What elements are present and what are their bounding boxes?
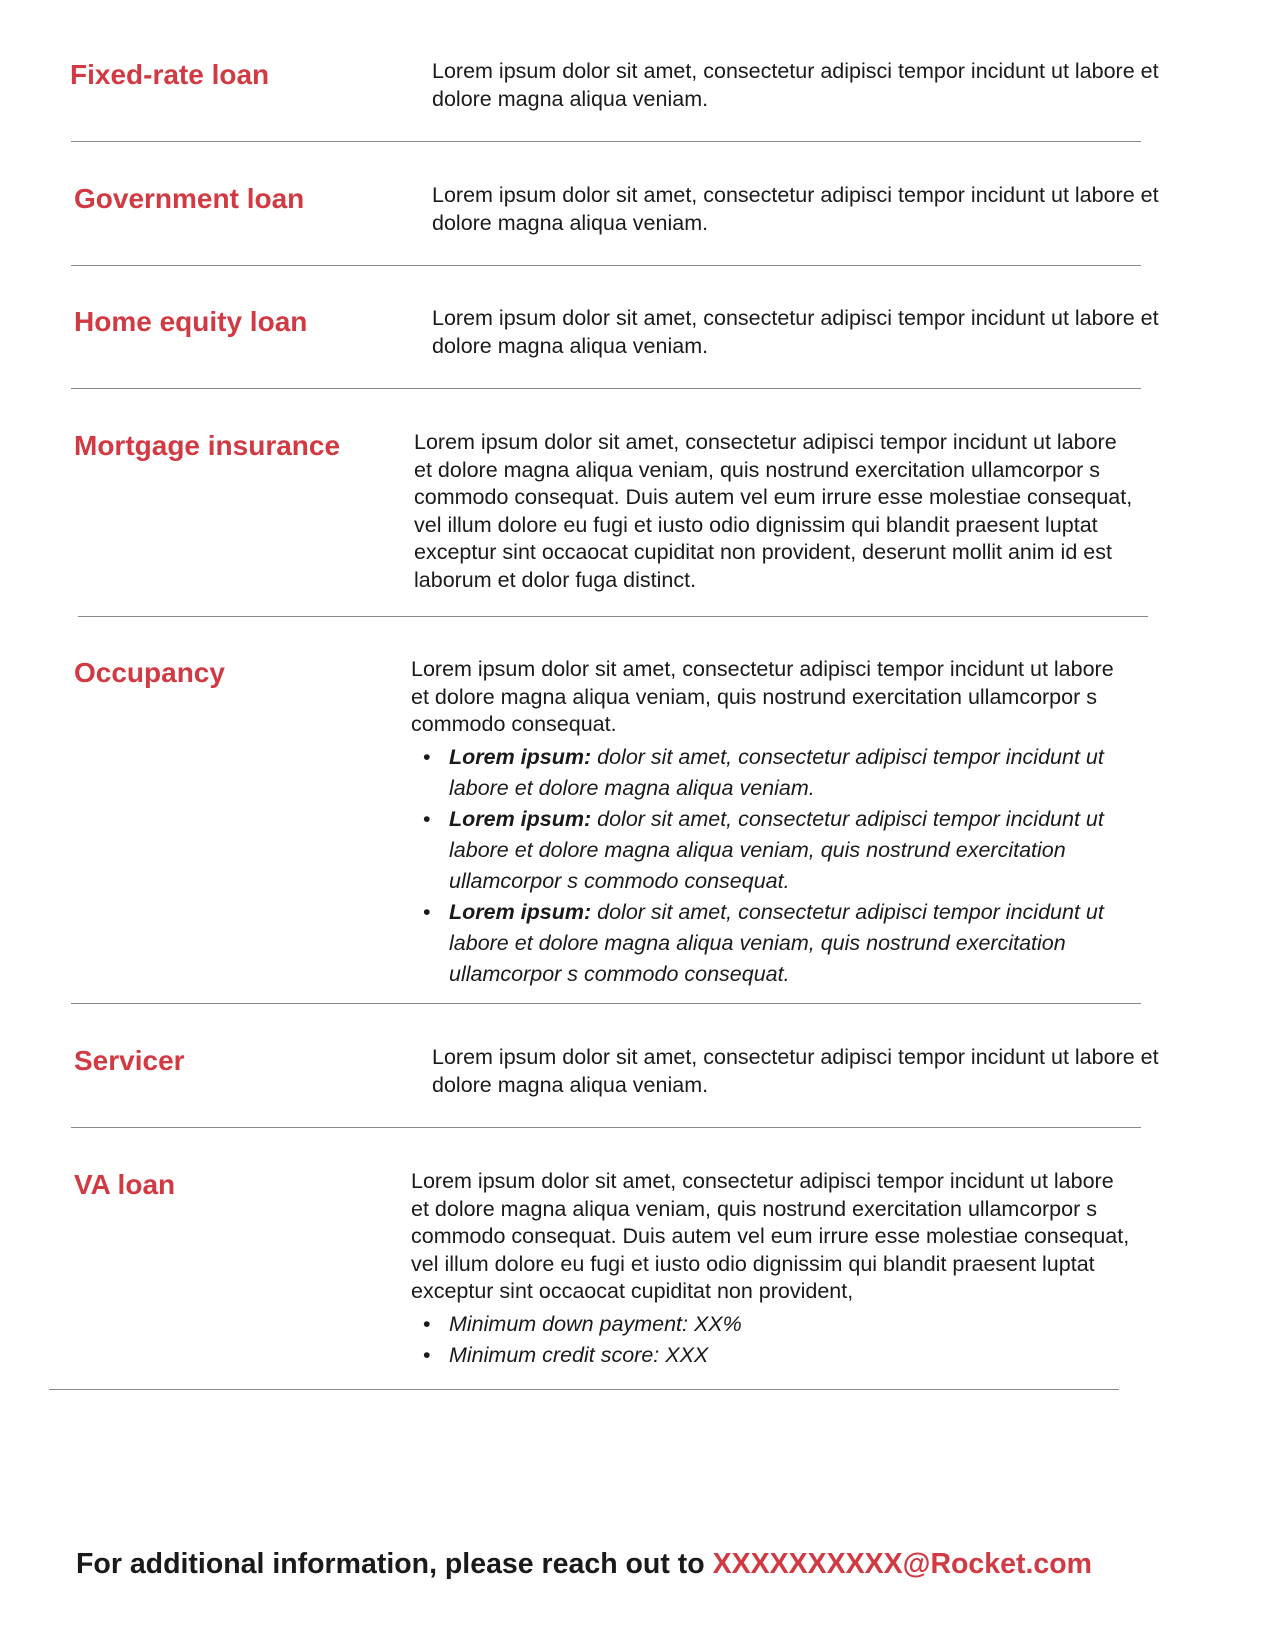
bullet-icon: • xyxy=(423,744,431,769)
bullet-icon: • xyxy=(423,806,431,831)
definition-text: Lorem ipsum dolor sit amet, consectetur adipisci tempor incidunt ut labore et dolore magna aliqua veniam, quis nostrund exercitation ullamcorpor s commodo consequat. Duis autem vel eum irrure esse molestiae consequat, vel illum dolore eu fugi et iusto odio dignissim qui blandit praesent luptat exceptur sint occaocat cupiditat non provident, deserunt mollit anim id est laborum et dolor fuga distinct. xyxy=(414,430,1133,592)
term-definition xyxy=(411,1168,1136,1371)
definition-bullet-list xyxy=(411,1309,1136,1371)
term-title: Occupancy xyxy=(74,657,225,688)
definition-text: Lorem ipsum dolor sit amet, consectetur adipisci tempor incidunt ut labore et dolore magna aliqua veniam, quis nostrund exercitation ullamcorpor s commodo consequat. xyxy=(411,657,1114,736)
list-item xyxy=(423,1340,1136,1371)
bullet-text: dolor sit amet, consectetur adipisci tempor incidunt ut labore et dolore magna aliqua veniam, quis nostrund exercitation ullamcorpor s commodo consequat. xyxy=(449,806,1104,893)
term-definition xyxy=(432,1044,1207,1099)
divider xyxy=(71,141,1141,142)
list-item xyxy=(423,804,1136,897)
bullet-lead: Lorem ipsum: xyxy=(449,744,592,769)
divider xyxy=(71,1003,1141,1004)
term-definition xyxy=(411,656,1136,990)
divider xyxy=(71,1127,1141,1128)
definition-bullet-list xyxy=(411,742,1136,990)
term-title: Government loan xyxy=(74,183,305,214)
bullet-text: Minimum down payment: XX% xyxy=(449,1311,742,1336)
definition-text: Lorem ipsum dolor sit amet, consectetur adipisci tempor incidunt ut labore et dolore magna aliqua veniam. xyxy=(432,1045,1159,1097)
term-definition xyxy=(414,429,1134,594)
list-item xyxy=(423,1309,1136,1340)
term-title: Servicer xyxy=(74,1045,185,1076)
divider xyxy=(49,1389,1119,1390)
term-definition xyxy=(432,58,1207,113)
term-title: VA loan xyxy=(74,1169,176,1200)
contact-footer xyxy=(76,1548,1226,1581)
term-title: Mortgage insurance xyxy=(74,430,341,461)
list-item xyxy=(423,742,1136,804)
bullet-icon: • xyxy=(423,1311,431,1336)
bullet-text: dolor sit amet, consectetur adipisci tempor incidunt ut labore et dolore magna aliqua veniam. xyxy=(449,744,1104,800)
bullet-icon: • xyxy=(423,1342,431,1367)
definition-text: Lorem ipsum dolor sit amet, consectetur adipisci tempor incidunt ut labore et dolore magna aliqua veniam. xyxy=(432,306,1159,358)
term-title: Fixed-rate loan xyxy=(70,59,270,90)
definition-text: Lorem ipsum dolor sit amet, consectetur adipisci tempor incidunt ut labore et dolore magna aliqua veniam. xyxy=(432,59,1159,111)
definition-text: Lorem ipsum dolor sit amet, consectetur adipisci tempor incidunt ut labore et dolore magna aliqua veniam. xyxy=(432,183,1159,235)
divider xyxy=(78,616,1148,617)
divider xyxy=(71,388,1141,389)
term-definition xyxy=(432,305,1207,360)
term-title: Home equity loan xyxy=(74,306,308,337)
list-item xyxy=(423,897,1136,990)
bullet-text: Minimum credit score: XXX xyxy=(449,1342,709,1367)
footer-text: For additional information, please reach out to xyxy=(76,1548,713,1580)
definition-text: Lorem ipsum dolor sit amet, consectetur adipisci tempor incidunt ut labore et dolore magna aliqua veniam, quis nostrund exercitation ullamcorpor s commodo consequat. Duis autem vel eum irrure esse molestiae consequat, vel illum dolore eu fugi et iusto odio dignissim qui blandit praesent luptat exceptur sint occaocat cupiditat non provident, xyxy=(411,1169,1130,1303)
term-definition xyxy=(432,182,1207,237)
divider xyxy=(71,265,1141,266)
bullet-icon: • xyxy=(423,899,431,924)
bullet-lead: Lorem ipsum: xyxy=(449,806,592,831)
contact-email-link[interactable]: XXXXXXXXXX@Rocket.com xyxy=(712,1548,1092,1580)
bullet-lead: Lorem ipsum: xyxy=(449,899,592,924)
bullet-text: dolor sit amet, consectetur adipisci tempor incidunt ut labore et dolore magna aliqua veniam, quis nostrund exercitation ullamcorpor s commodo consequat. xyxy=(449,899,1104,986)
